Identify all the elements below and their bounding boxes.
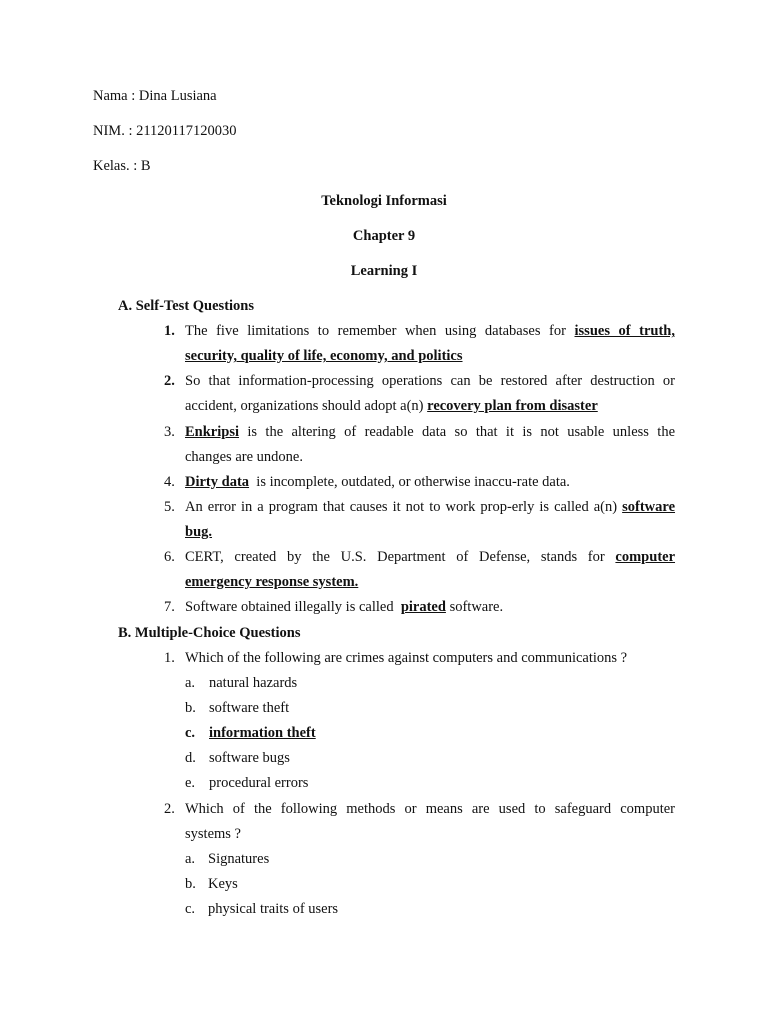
a-q4-answer: Dirty data xyxy=(185,474,250,490)
b-q2-option-a-text: Signatures xyxy=(208,851,270,867)
b-q2-option-b-letter: b. xyxy=(185,876,196,892)
b-q1-option-c-letter: c. xyxy=(185,725,196,741)
b-q1-option-e-text: procedural errors xyxy=(209,775,309,791)
a-q4-text: is incomplete, outdated, or otherwise inaccu-rate data. xyxy=(256,474,570,490)
a-q5-answer-part2: bug. xyxy=(185,524,213,540)
a-q7-text: Software obtained illegally is called xyxy=(185,599,394,615)
student-class: Kelas. : B xyxy=(93,158,151,174)
a-q7-answer: pirated xyxy=(400,599,446,615)
a-q6-line1 xyxy=(185,548,675,566)
b-q1-option-b-text: software theft xyxy=(209,700,290,716)
b-q1-text: Which of the following are crimes against computers and communications ? xyxy=(185,650,628,666)
a-q1-text: The five limitations to remember when using databases for xyxy=(185,323,566,339)
a-q5-line1 xyxy=(185,498,675,516)
b-q1-option-d-text: software bugs xyxy=(209,750,290,766)
a-q1-line1 xyxy=(185,322,675,340)
b-q1-option-a-letter: a. xyxy=(185,675,196,691)
b-q2-option-c-letter: c. xyxy=(185,901,196,917)
a-q5-text: An error in a program that causes it not to work prop-erly is called a(n) xyxy=(185,499,618,515)
a-q3-line2: changes are undone. xyxy=(185,449,303,465)
a-q3-line1 xyxy=(185,423,675,441)
b-q2-option-a-letter: a. xyxy=(185,851,196,867)
student-name: Nama : Dina Lusiana xyxy=(93,88,217,104)
b-q2-line2: systems ? xyxy=(185,826,241,842)
a-q6-text: CERT, created by the U.S. Department of Defense, stands for xyxy=(185,549,605,565)
a-q6-answer-part2: emergency response system. xyxy=(185,574,359,590)
a-q5-number: 5. xyxy=(164,499,175,515)
b-q1-option-b-letter: b. xyxy=(185,700,196,716)
a-q6-number: 6. xyxy=(164,549,175,565)
b-q1-option-d-letter: d. xyxy=(185,750,196,766)
learning-title: Learning I xyxy=(350,263,418,279)
b-q2-option-b-text: Keys xyxy=(208,876,238,892)
a-q7-after: software. xyxy=(449,599,504,615)
b-q1-option-e-letter: e. xyxy=(185,775,196,791)
a-q3-answer: Enkripsi xyxy=(185,424,239,440)
b-q2-line1: Which of the following methods or means are used to safeguard computer xyxy=(185,801,675,817)
student-nim: NIM. : 21120117120030 xyxy=(93,123,237,139)
a-q1-answer-part1: issues of truth, xyxy=(574,323,675,339)
subject-title: Teknologi Informasi xyxy=(321,193,447,209)
b-q1-option-c-text: information theft xyxy=(209,725,316,741)
chapter-title: Chapter 9 xyxy=(352,228,416,244)
a-q2-line2 xyxy=(185,397,598,415)
a-q2-line1: So that information-processing operations can be restored after destruction or xyxy=(185,373,675,389)
a-q1-number: 1. xyxy=(164,323,175,339)
a-q2-answer: recovery plan from disaster xyxy=(427,398,598,414)
a-q4-number: 4. xyxy=(164,474,175,490)
a-q3-number: 3. xyxy=(164,424,175,440)
a-q2-text: accident, organizations should adopt a(n) xyxy=(185,398,424,414)
b-q2-option-c-text: physical traits of users xyxy=(208,901,339,917)
a-q2-number: 2. xyxy=(164,373,175,389)
section-b-heading: B. Multiple-Choice Questions xyxy=(118,625,301,641)
section-a-heading: A. Self-Test Questions xyxy=(118,298,255,314)
a-q7-line xyxy=(185,598,503,616)
a-q5-answer-part1: software xyxy=(622,499,676,515)
a-q1-answer-part2: security, quality of life, economy, and politics xyxy=(185,348,463,364)
b-q1-number: 1. xyxy=(164,650,175,666)
b-q2-number: 2. xyxy=(164,801,175,817)
a-q6-answer-part1: computer xyxy=(615,549,676,565)
b-q1-option-a-text: natural hazards xyxy=(209,675,298,691)
a-q3-text: is the altering of readable data so that it is not usable unless the xyxy=(247,424,676,440)
a-q7-number: 7. xyxy=(164,599,175,615)
a-q4-line xyxy=(185,473,570,491)
